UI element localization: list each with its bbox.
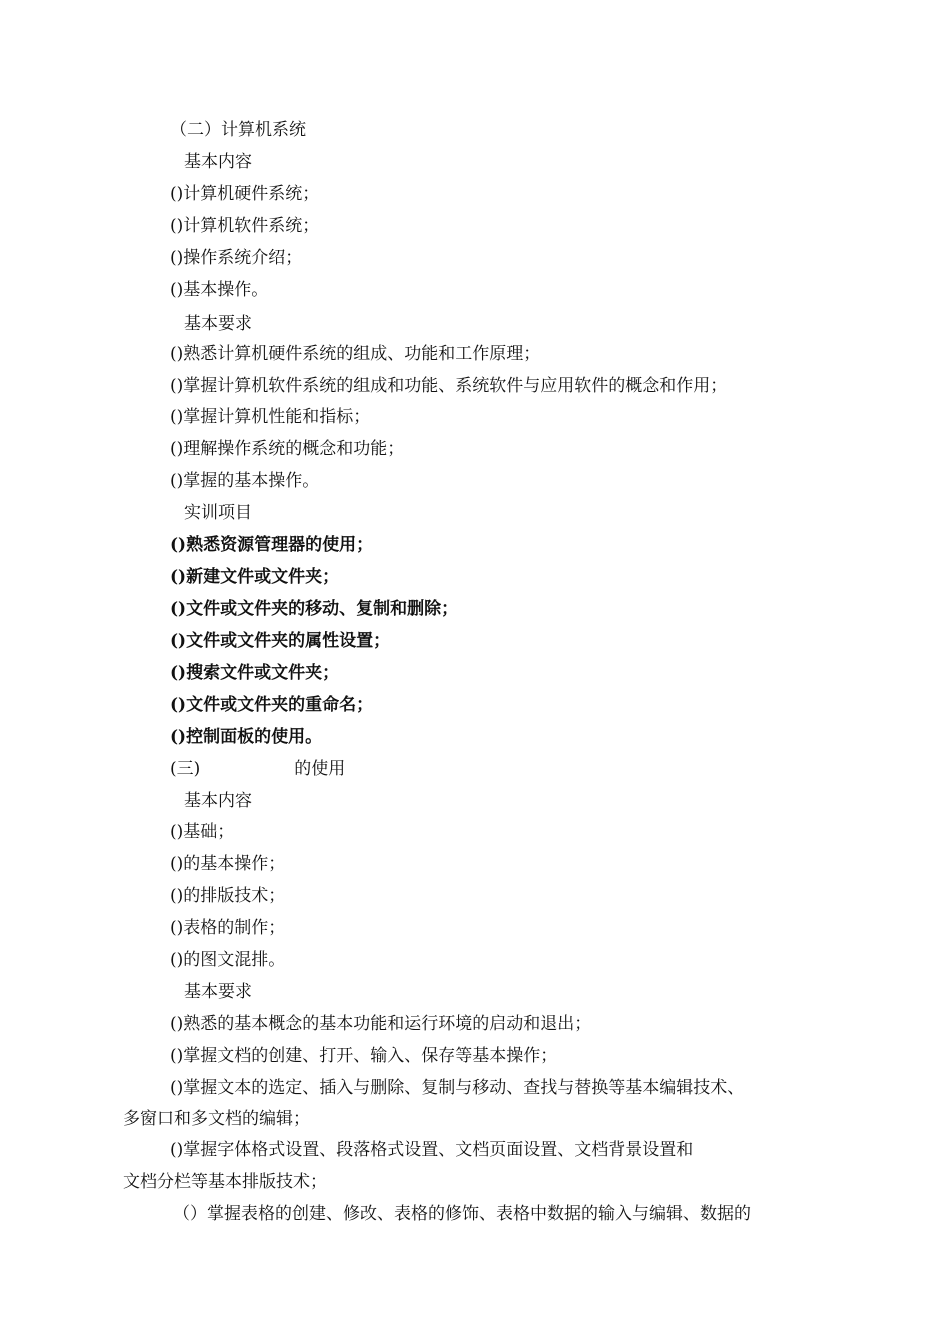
- list-item: ()的排版技术；: [170, 886, 286, 906]
- paragraph-line: 多窗口和多文档的编辑；: [123, 1109, 310, 1129]
- list-item: ()掌握的基本操作。: [170, 471, 320, 491]
- list-item: ()理解操作系统的概念和功能；: [170, 439, 405, 459]
- list-item: ()计算机软件系统；: [170, 216, 320, 236]
- paragraph-line: 文档分栏等基本排版技术；: [123, 1172, 327, 1192]
- list-item: ()表格的制作；: [170, 918, 286, 938]
- list-item: ()熟悉计算机硬件系统的组成、功能和工作原理；: [170, 344, 541, 364]
- section-2-requirements-title: 基本要求: [184, 314, 252, 334]
- list-item: ()控制面板的使用。: [170, 727, 323, 747]
- list-item: ()基础；: [170, 822, 235, 842]
- list-item: ()掌握计算机性能和指标；: [170, 407, 371, 427]
- list-item: ()的基本操作；: [170, 854, 286, 874]
- section-3-heading: [170, 758, 345, 780]
- list-item: ()掌握计算机软件系统的组成和功能、系统软件与应用软件的概念和作用；: [170, 376, 728, 396]
- list-item: ()掌握文档的创建、打开、输入、保存等基本操作；: [170, 1046, 558, 1066]
- paragraph-line: ()掌握文本的选定、插入与删除、复制与移动、查找与替换等基本编辑技术、: [170, 1078, 745, 1098]
- section-2-training-title: 实训项目: [184, 503, 252, 523]
- list-item: ()新建文件或文件夹；: [170, 567, 340, 587]
- list-item: ()文件或文件夹的移动、复制和删除；: [170, 599, 459, 619]
- section-3-heading-suffix: 的使用: [294, 759, 346, 779]
- list-item: ()操作系统介绍；: [170, 248, 303, 268]
- section-3-content-title: 基本内容: [184, 791, 252, 811]
- section-3-heading-prefix: (三): [170, 759, 201, 779]
- section-2-heading: （二）计算机系统: [170, 120, 306, 140]
- section-3-requirements-title: 基本要求: [184, 982, 252, 1002]
- list-item: ()文件或文件夹的属性设置；: [170, 631, 391, 651]
- list-item: ()熟悉的基本概念的基本功能和运行环境的启动和退出；: [170, 1014, 592, 1034]
- list-item: ()搜索文件或文件夹；: [170, 663, 340, 683]
- paragraph-line: ()掌握字体格式设置、段落格式设置、文档页面设置、文档背景设置和: [170, 1140, 694, 1160]
- list-item: ()的图文混排。: [170, 950, 286, 970]
- paragraph-line: （）掌握表格的创建、修改、表格的修饰、表格中数据的输入与编辑、数据的: [173, 1204, 751, 1224]
- list-item: ()基本操作。: [170, 280, 269, 300]
- list-item: ()熟悉资源管理器的使用；: [170, 535, 374, 555]
- list-item: ()文件或文件夹的重命名；: [170, 695, 374, 715]
- section-2-content-title: 基本内容: [184, 152, 252, 172]
- list-item: ()计算机硬件系统；: [170, 184, 320, 204]
